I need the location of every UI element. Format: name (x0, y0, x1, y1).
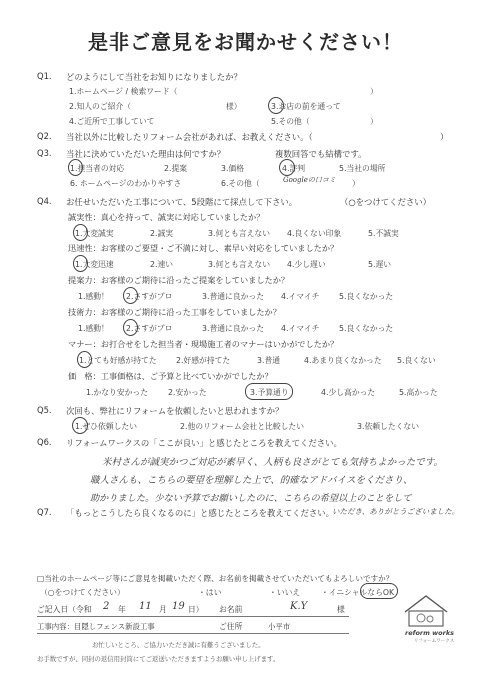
footer-rule-2 (37, 633, 349, 634)
q4-section-option: 4.イマイチ (281, 292, 320, 301)
q3-option-7: 6.その他（ (221, 179, 260, 188)
q4-section-option: 5.遅い (368, 260, 392, 269)
q4-section-option: 4.イマイチ (281, 324, 320, 333)
q4-section-option: 1.感動！ (78, 292, 109, 301)
footer-thanks: お手数ですが、同封の返信用封筒にてご返送いただきますようお願い申し上げます。 (37, 655, 280, 663)
q4-section-option: 2.速い (150, 260, 174, 269)
q3-option-5: 5.当社の場所 (339, 164, 386, 173)
consent-option-yes: ・はい (198, 588, 222, 597)
q1-answer-circle (268, 97, 284, 114)
q3-option-6: 6. ホームページのわかりやすさ (70, 179, 182, 188)
q4-answer-circle (77, 351, 92, 368)
q4-section-option: 4.あまり良くなかった (304, 356, 382, 365)
q1-question: どのようにして当社をお知りになりましたか？ (66, 72, 242, 82)
q4-section-option: 2.好感が持てた (176, 356, 231, 365)
address-label: ご住所 (219, 622, 243, 631)
q4-section-option: 5.良くなかった (339, 324, 394, 333)
q3-answer-circle-4 (279, 159, 295, 176)
q4-section-option: 5.良くない (397, 356, 436, 365)
footer-notice: お忙しいところ、ご協力いただき誠に有難うございました。 (92, 641, 265, 649)
q1-option-1-end: ） (370, 87, 378, 96)
q1-option-3: 3.お店の前を通って (271, 102, 341, 111)
date-label: ご記入日（令和 (37, 605, 92, 614)
date-year: 2 (103, 601, 110, 612)
q2-question: 当社以外に比較したリフォーム会社があれば、お教えください。（ (66, 132, 313, 142)
q4-section-label: 迅速性：お客様のご要望・ご不満に対し、素早い対応をしていましたか？ (68, 243, 339, 253)
q4-note: （○をつけてください） (340, 197, 432, 207)
q4-section-option: 4.少し遅い (287, 260, 326, 269)
consent-answer-circle (360, 583, 398, 599)
q5-number: Q5. (37, 405, 52, 415)
q4-section-option: 1.かなり安かった (86, 388, 149, 397)
q6-number: Q6. (37, 437, 52, 447)
q4-section-option: 3.普通 (257, 356, 281, 365)
q1-option-5: 5.その他（ (271, 117, 310, 126)
date-day: 19 (172, 601, 185, 612)
q4-section-option: 3.何とも言えない (208, 260, 271, 269)
q5-answer-circle (72, 417, 88, 434)
q4-section-label: 価 格：工事価格は、ご予算と比べていかがでしたか？ (68, 371, 273, 381)
q4-section-option: 1.大変誠実 (75, 229, 114, 238)
q1-option-1: 1.ホームページ / 検索ワード（ (69, 87, 178, 96)
q4-section-option: 2.誠実 (150, 229, 174, 238)
name-suffix: 様 (337, 605, 345, 614)
q6-handwritten-line-1: 米村さんが誠実かつご対応が素早く、人柄も良さがとても気持ちよかったです。 (102, 457, 444, 468)
q4-section-option: 2.安かった (168, 388, 207, 397)
q5-question: 次回も、弊社にリフォームを依頼したいと思われますか？ (66, 406, 284, 416)
q5-option-2: 2.他のリフォーム会社と比較したい (180, 422, 305, 431)
name-label: お名前 (219, 605, 243, 614)
address-value: 小平市 (268, 622, 291, 631)
q1-option-2-suffix: 様） (226, 102, 242, 111)
q1-option-4: 4.ご近所で工事していて (69, 117, 155, 126)
q5-option-1: 1.ぜひ依頼したい (75, 422, 138, 431)
name-value: K.Y (290, 601, 308, 612)
work-label: 工事内容：目隠しフェンス新設工事 (37, 622, 155, 631)
q4-answer-circle (245, 383, 293, 400)
q4-section-label: マナー：お打合せをした担当者・現場施工者のマナーはいかがでしたか？ (68, 339, 339, 349)
consent-note: （○をつけてください） (40, 588, 125, 597)
q4-section-option: 1.とても好感が持てた (79, 356, 157, 365)
footer-rule-1 (37, 616, 349, 617)
logo-text: reform works (405, 629, 455, 637)
q4-answer-circle (73, 224, 88, 241)
q4-section-option: 2.さすがプロ (126, 324, 173, 333)
q2-end: ） (440, 132, 449, 142)
q4-section-option: 4.良くない印象 (287, 229, 342, 238)
q4-section-option: 3.予算通り (250, 388, 289, 397)
q4-section-option: 5.高かった (399, 388, 438, 397)
q7-number: Q7. (37, 507, 52, 517)
q3-note: 複数回答でも結構です。 (275, 149, 367, 159)
q3-answer-circle-1 (68, 159, 83, 176)
q4-section-option: 3.普通に良かった (202, 292, 265, 301)
q4-number: Q4. (37, 196, 52, 206)
q3-option-4: 4.評判 (282, 164, 306, 173)
q4-answer-circle (123, 319, 138, 336)
q3-number: Q3. (37, 148, 52, 158)
q4-section-option: 4.少し高かった (321, 388, 376, 397)
q4-question: お任せいただいた工事について、5段階にて採点して下さい。 (66, 197, 298, 207)
q3-option-2: 2.提案 (164, 164, 188, 173)
q3-question: 当社に決めていただいた理由は何ですか？ (66, 149, 226, 159)
page-title: 是非ご意見をお聞かせください！ (88, 30, 403, 54)
q4-section-option: 5.不誠実 (368, 229, 399, 238)
q6-question: リフォームワークスの「ここが良い」と感じたところを教えてください。 (66, 438, 342, 448)
q3-handwritten-note: Googleの口コミ (283, 176, 336, 184)
q4-section-option: 2.さすがプロ (126, 292, 173, 301)
q4-section-label: 提案力：お客様のご期待に沿ったご提案をしていましたか？ (68, 275, 290, 285)
date-year-unit: 年 (118, 605, 126, 614)
q4-answer-circle (73, 255, 88, 272)
q7-question: 「もっとこうしたら良くなるのに」と感じたところを教えてください。 (66, 508, 334, 518)
consent-option-no: ・いいえ (269, 588, 301, 597)
q5-option-3: 3.依頼したくない (357, 422, 420, 431)
q4-section-option: 1.大変迅速 (75, 260, 114, 269)
q2-number: Q2. (37, 131, 52, 141)
q3-option-7-end: ） (352, 179, 360, 188)
q7-handwritten: いただき、ありがとうございました。 (332, 507, 460, 516)
logo-subtext: リフォームワークス (414, 639, 455, 644)
q1-option-2: 2.知人のご紹介（ (69, 102, 132, 111)
q4-section-option: 3.普通に良かった (202, 324, 265, 333)
q4-answer-circle (123, 287, 138, 304)
q4-section-label: 誠実性：真心を持って、誠実に対応していましたか？ (68, 212, 265, 222)
date-month: 11 (139, 601, 152, 612)
q1-option-5-end: ） (370, 117, 378, 126)
q4-section-option: 3.何とも言えない (208, 229, 271, 238)
q4-section-label: 技術力：お客様のご期待に沿った工事をしていましたか？ (68, 307, 281, 317)
date-month-unit: 月 (159, 605, 167, 614)
q4-section-option: 5.良くなかった (339, 292, 394, 301)
q1-number: Q1. (37, 71, 52, 81)
consent-option-initials: ・イニシャルならOK (321, 588, 395, 597)
date-day-unit: 日） (188, 605, 204, 614)
q4-section-option: 1.感動！ (78, 324, 109, 333)
q6-handwritten-line-2: 職人さんも、こちらの要望を理解した上で、的確なアドバイスをくださり、 (90, 475, 413, 486)
q6-handwritten-line-3: 助かりました。少ない予算でお願いしたのに、こちらの希望以上のことをして (90, 493, 412, 504)
consent-question: □当社のホームページ等にご意見を掲載いただく際、お名前を掲載させていただいてもよろしいですか？ (37, 574, 394, 583)
q3-option-3: 3.価格 (221, 164, 245, 173)
q3-option-1: 1.担当者の対応 (70, 164, 125, 173)
